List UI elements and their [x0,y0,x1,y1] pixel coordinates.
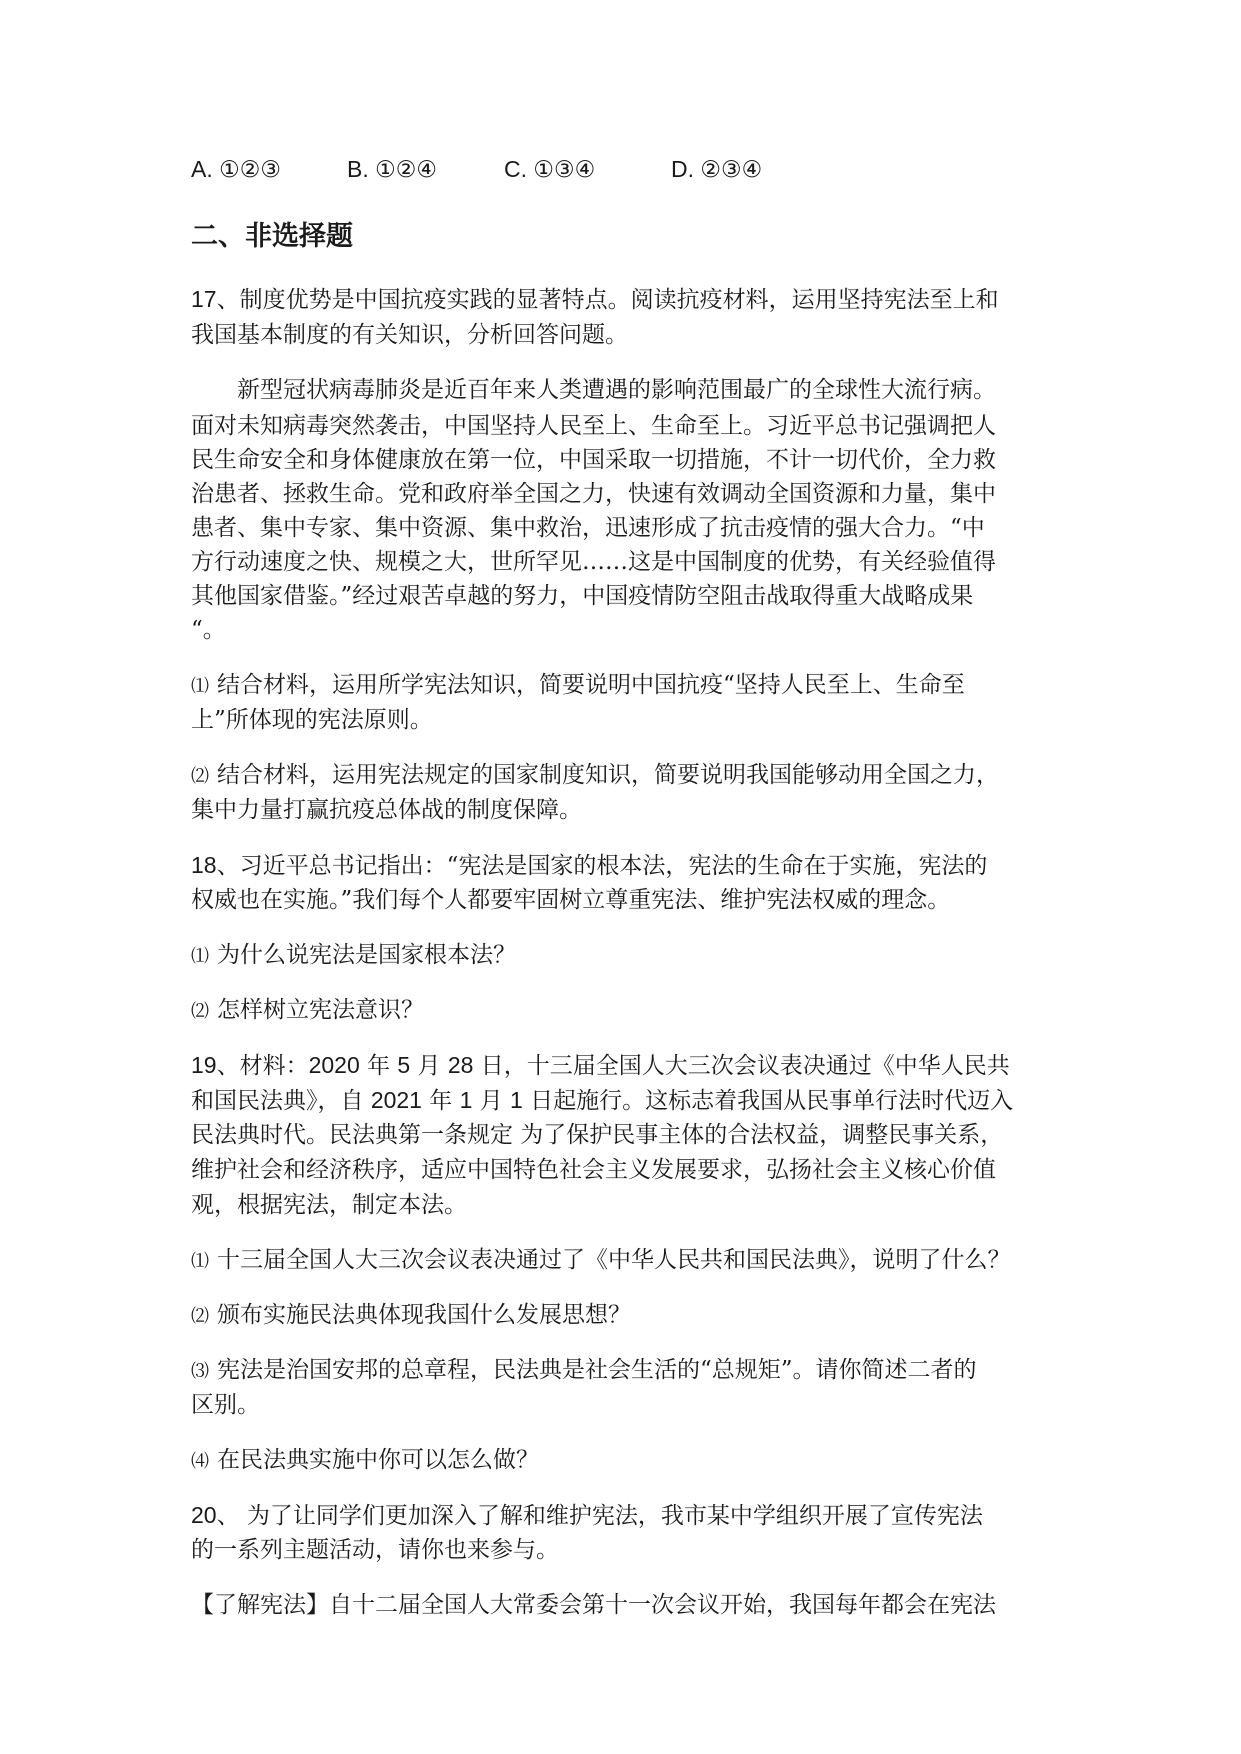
q17-material-line: 其他国家借鉴。”经过艰苦卓越的努力，中国疫情防空阻击战取得重大战略成果 [191,583,974,609]
q17-material-line: “。 [191,617,226,643]
q18-subquestion-1: ⑴ 为什么说宪法是国家根本法？ [191,942,516,968]
q19-subquestion-4: ⑷ 在民法典实施中你可以怎么做？ [191,1447,539,1473]
q17-material-line: 面对未知病毒突然袭击，中国坚持人民至上、生命至上。习近平总书记强调把人 [191,413,996,439]
q19-subquestion-2: ⑵ 颁布实施民法典体现我国什么发展思想？ [191,1302,631,1328]
q19-stem-line-5: 观，根据宪法，制定本法。 [191,1192,467,1218]
q17-stem-line-1: 17、制度优势是中国抗疫实践的显著特点。阅读抗疫材料，运用坚持宪法至上和 [191,286,999,313]
q19-stem-line-1: 19、材料：2020 年 5 月 28 日，十三届全国人大三次会议表决通过《中华人民共 [191,1052,1010,1079]
q18-stem-line-1: 18、习近平总书记指出：“宪法是国家的根本法，宪法的生命在于实施，宪法的 [191,852,988,879]
option-b: B. ①②④ [347,156,437,182]
q17-subquestion-1-cont: 上”所体现的宪法原则。 [191,707,433,733]
q19-subquestion-3: ⑶ 宪法是治国安邦的总章程，民法典是社会生活的“总规矩”。请你简述二者的 [191,1357,977,1383]
q17-subquestion-1: ⑴ 结合材料，运用所学宪法知识，简要说明中国抗疫“坚持人民至上、生命至 [191,672,965,698]
q19-stem-line-3: 民法典时代。民法典第一条规定 为了保护民事主体的合法权益，调整民事关系， [191,1122,1004,1148]
section-title: 二、非选择题 [191,221,353,252]
q17-material-line: 患者、集中专家、集中资源、集中救治，迅速形成了抗击疫情的强大合力。“中 [191,515,985,541]
q18-stem-line-2: 权威也在实施。”我们每个人都要牢固树立尊重宪法、维护宪法权威的理念。 [191,887,951,913]
q19-stem-line-2: 和国民法典》，自 2021 年 1 月 1 日起施行。这标志着我国从民事单行法时代迈入 [191,1087,1014,1114]
q17-material-line: 新型冠状病毒肺炎是近百年来人类遭遇的影响范围最广的全球性大流行病。 [237,377,996,403]
option-c: C. ①③④ [504,156,596,182]
q19-stem-line-4: 维护社会和经济秩序，适应中国特色社会主义发展要求，弘扬社会主义核心价值 [191,1157,996,1183]
q17-material-line: 治患者、拯救生命。党和政府举全国之力，快速有效调动全国资源和力量，集中 [191,481,996,507]
q17-material-line: 方行动速度之快、规模之大，世所罕见……这是中国制度的优势，有关经验值得 [191,549,996,575]
q17-subquestion-2: ⑵ 结合材料，运用宪法规定的国家制度知识，简要说明我国能够动用全国之力， [191,762,999,788]
q18-subquestion-2: ⑵ 怎样树立宪法意识？ [191,997,424,1023]
q17-subquestion-2-cont: 集中力量打赢抗疫总体战的制度保障。 [191,797,582,823]
q17-material-line: 民生命安全和身体健康放在第一位，中国采取一切措施，不计一切代价，全力救 [191,447,996,473]
q20-section-line: 【了解宪法】自十二届全国人大常委会第十一次会议开始，我国每年都会在宪法 [191,1592,996,1618]
option-d: D. ②③④ [671,156,763,182]
q17-stem-line-2: 我国基本制度的有关知识，分析回答问题。 [191,322,628,348]
option-a: A. ①②③ [191,156,281,182]
q19-subquestion-1: ⑴ 十三届全国人大三次会议表决通过了《中华人民共和国民法典》，说明了什么？ [191,1247,1011,1273]
q19-subquestion-3-cont: 区别。 [191,1392,260,1418]
q20-stem-line-2: 的一系列主题活动，请你也来参与。 [191,1537,559,1563]
q20-stem-line-1: 20、 为了让同学们更加深入了解和维护宪法，我市某中学组织开展了宣传宪法 [191,1502,983,1529]
